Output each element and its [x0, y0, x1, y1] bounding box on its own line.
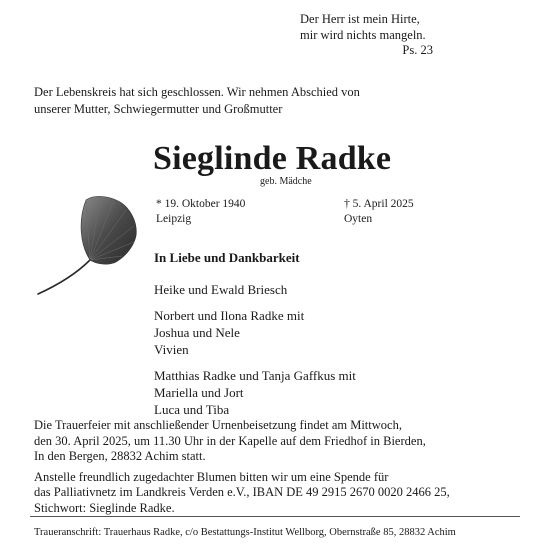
donation-paragraph: [34, 470, 450, 517]
donation-line: Anstelle freundlich zugedachter Blumen bitten wir um eine Spende für: [34, 469, 389, 484]
donation-line: Stichwort: Sieglinde Radke.: [34, 500, 175, 515]
family-member: Vivien: [154, 342, 189, 357]
family-member: Mariella und Jort: [154, 385, 244, 400]
ginkgo-leaf-icon: [30, 190, 150, 300]
birth-place: Leipzig: [156, 213, 192, 225]
family-group-2: [154, 307, 356, 358]
psalm-quote: [300, 12, 433, 59]
family-group-3: [154, 367, 356, 418]
family-member: Heike und Ewald Briesch: [154, 282, 288, 297]
family-member: Luca und Tiba: [154, 402, 230, 417]
service-info: [34, 418, 450, 521]
mourning-address: Traueranschrift: Trauerhaus Radke, c/o Bestattungs-Institut Wellborg, Obernstraße 85, 28832 Achim: [34, 527, 456, 538]
deceased-name: Sieglinde Radke: [153, 140, 392, 177]
psalm-reference: Ps. 23: [402, 43, 433, 57]
family-group-1: [154, 281, 356, 298]
funeral-line: Die Trauerfeier mit anschließender Urnenbeisetzung findet am Mittwoch,: [34, 418, 402, 432]
family-member: Matthias Radke und Tanja Gaffkus mit: [154, 368, 356, 383]
birth-date: * 19. Oktober 1940: [156, 198, 246, 210]
psalm-line-2: mir wird nichts mangeln.: [300, 27, 426, 42]
psalm-line-1: Der Herr ist mein Hirte,: [300, 12, 420, 26]
family-member: Norbert und Ilona Radke mit: [154, 308, 305, 323]
family-heading: In Liebe und Dankbarkeit: [154, 250, 300, 265]
funeral-line: den 30. April 2025, um 11.30 Uhr in der Kapelle auf dem Friedhof in Bierden,: [34, 433, 426, 448]
death-date: † 5. April 2025: [344, 198, 414, 210]
family-member: Joshua und Nele: [154, 325, 240, 340]
funeral-paragraph: [34, 418, 450, 465]
intro-line-2: unserer Mutter, Schwiegermutter und Großmutter: [34, 101, 283, 116]
death-info: [344, 197, 414, 227]
divider: [30, 516, 520, 517]
intro-text: [34, 84, 360, 117]
intro-line-1: Der Lebenskreis hat sich geschlossen. Wir nehmen Abschied von: [34, 85, 360, 99]
birth-info: [156, 197, 245, 227]
funeral-line: In den Bergen, 28832 Achim statt.: [34, 449, 206, 463]
family-list: [154, 249, 356, 427]
death-place: Oyten: [344, 213, 373, 225]
birth-name: geb. Mädche: [260, 176, 312, 187]
donation-line: das Palliativnetz im Landkreis Verden e.V., IBAN DE 49 2915 2670 0020 2466 25,: [34, 485, 450, 499]
